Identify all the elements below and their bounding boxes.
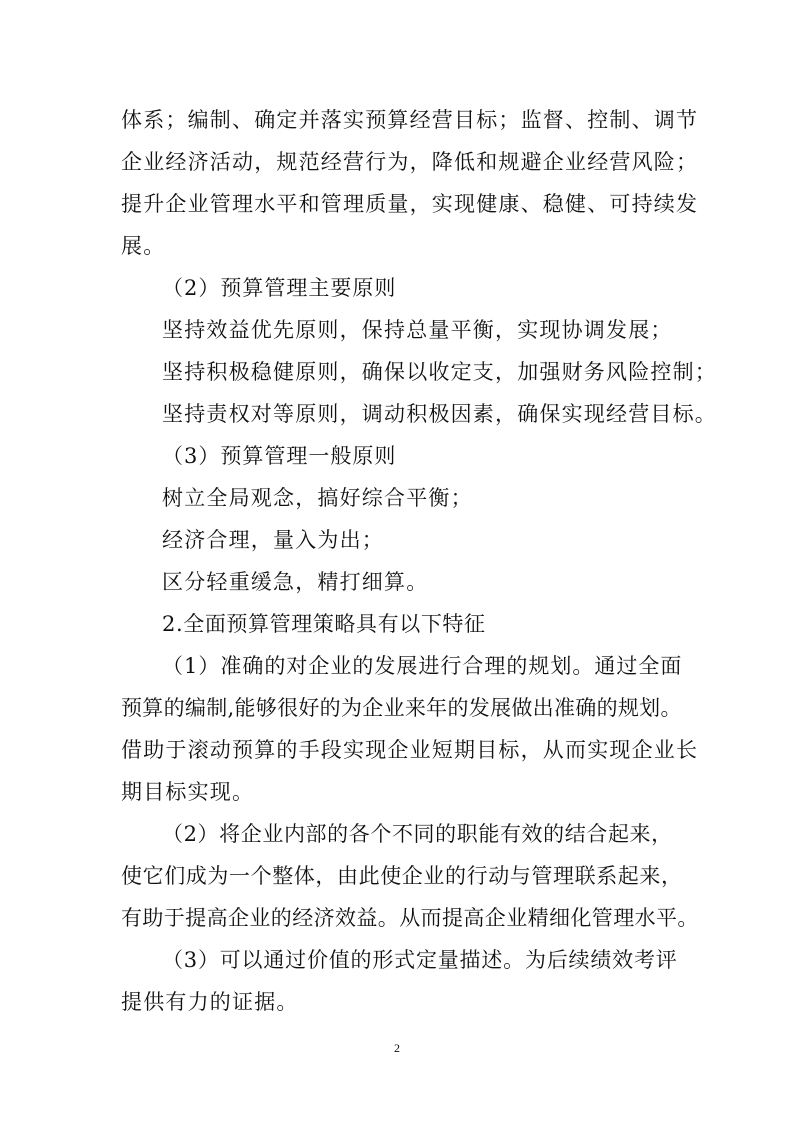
section-heading: （3）预算管理一般原则 xyxy=(162,444,397,468)
text-line: 借助于滚动预算的手段实现企业短期目标，从而实现企业长 xyxy=(121,738,699,762)
text-line: （3）可以通过价值的形式定量描述。为后续绩效考评 xyxy=(162,948,678,972)
text-line: 使它们成为一个整体，由此使企业的行动与管理联系起来， xyxy=(121,864,683,888)
text-line: 区分轻重缓急，精打细算。 xyxy=(162,570,429,594)
text-line: 有助于提高企业的经济效益。从而提高企业精细化管理水平。 xyxy=(121,906,699,930)
text-line: 企业经济活动，规范经营行为，降低和规避企业经营风险； xyxy=(121,150,699,174)
text-line: 提升企业管理水平和管理质量，实现健康、稳健、可持续发 xyxy=(121,192,699,216)
text-line: 预算的编制,能够很好的为企业来年的发展做出准确的规划。 xyxy=(121,696,682,720)
text-line: 展。 xyxy=(121,234,166,258)
page-number: 2 xyxy=(394,1041,400,1055)
text-line: 坚持责权对等原则，调动积极因素，确保实现经营目标。 xyxy=(162,402,717,426)
section-heading: 2.全面预算管理策略具有以下特征 xyxy=(162,612,486,636)
text-line: 坚持效益优先原则，保持总量平衡，实现协调发展； xyxy=(162,318,673,342)
text-line: （2）将企业内部的各个不同的职能有效的结合起来， xyxy=(162,822,673,846)
text-line: 经济合理，量入为出； xyxy=(162,528,384,552)
text-line: （1）准确的对企业的发展进行合理的规划。通过全面 xyxy=(162,654,683,678)
text-line: 体系；编制、确定并落实预算经营目标；监督、控制、调节 xyxy=(121,108,699,132)
text-line: 提供有力的证据。 xyxy=(121,990,299,1014)
text-line: 期目标实现。 xyxy=(121,780,255,804)
text-line: 树立全局观念，搞好综合平衡； xyxy=(162,486,473,510)
section-heading: （2）预算管理主要原则 xyxy=(162,276,397,300)
text-line: 坚持积极稳健原则，确保以收定支，加强财务风险控制； xyxy=(162,360,717,384)
